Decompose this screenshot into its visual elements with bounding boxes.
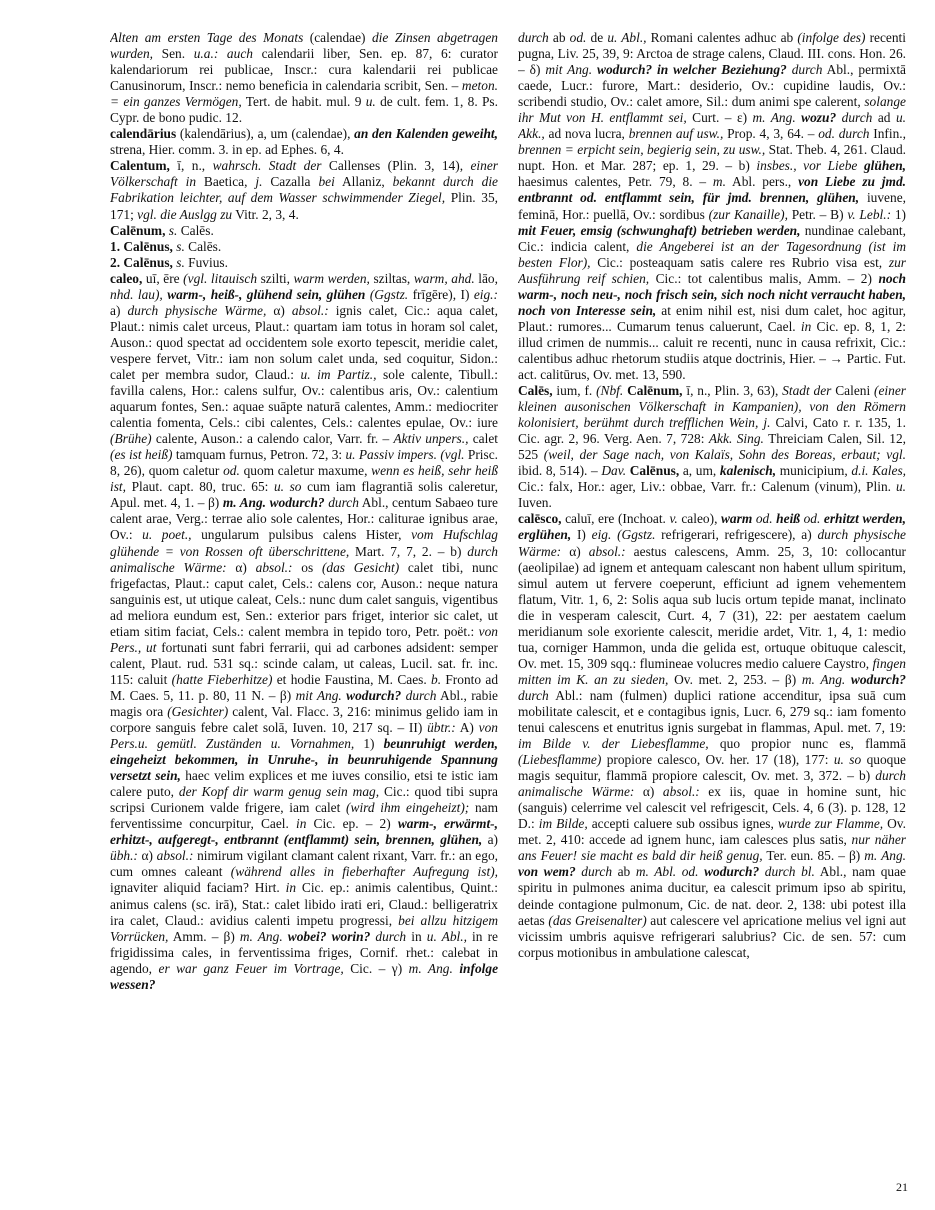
entry-calentum: Calentum, ī, n., wahrsch. Stadt der Callenses (Plin. 3, 14), einer Völkerschaft in Baetica, j. Cazalla bei Allaniz, bekannt durch die Fabrikation leichter, auf dem Wasser schwimmender Ziegel, Plin. 35, 171; vgl. die Auslgg zu Vitr. 2, 3, 4.: [110, 158, 498, 222]
right-column: [518, 30, 906, 1170]
text-block: durch ab od. de u. Abl., Romani calentes adhuc ab (infolge des) recenti pugna, Liv. 25, 39, 9: Arctoa de strage calens, Claud. III. cons. Hon. 26. – δ) mit Ang. wodurch? in welcher Beziehung? durch Abl., permixtā caede, Lucr.: furore, Mart.: desiderio, Ov.: cupidine laudis, Ov.: scribendi studio, Ov.: calet amore, Sil.: dum animi spe calerent, solange ihr Mut von H. entflammt sei, Curt. – ε) m. Ang. wozu? durch ad u. Akk., ad nova lucra, brennen auf usw., Prop. 4, 3, 64. – od. durch Infin., brennen = erpicht sein, begierig sein, zu usw., Stat. Theb. 4, 261. Claud. nupt. Hon. et Mar. 287; ep. 1, 29. – b) insbes., vor Liebe glühen, haesimus calentes, Petr. 79, 8. – m. Abl. pers., von Liebe zu jmd. entbrannt od. entflammt sein, für jmd. brennen, glühen, iuvene, feminā, Hor.: puellā, Ov.: sordibus (zur Kanaille), Petr. – B) v. Lebl.: 1) mit Feuer, emsig (schwunghaft) betrieben werden, nundinae calebant, Cic.: indicia calent, die Angeberei ist an der Tagesordnung (ist im besten Flor), Cic.: posteaquam satis calere res Rubrio visa est, zur Ausführung reif schien, Cic.: tot calentibus malis, Amm. – 2) noch warm-, noch neu-, noch frisch sein, sich noch nicht verraucht haben, noch von Interesse sein, at enim nihil est, nisi dum calet, hoc agitur, Plaut.: rumores... Cumarum tenus caluerunt, Cael. in Cic. ep. 8, 1, 2: illud crimen de nummis... caluit re recenti, nunc in causa refrixit, Cic.: calentibus adhuc rhetorum studiis atque doctrinis, Hier. – → Partic. Fut. act. calitūrus, Ov. met. 13, 590.: [518, 30, 906, 382]
text-block: Alten am ersten Tage des Monats (calendae) die Zinsen abgetragen wurden, Sen. u.a.: auch calendarii liber, Sen. ep. 87, 6: curator kalendariorum rei publicae, Inscr.: cura kalendarii rei publicae Canusinorum, Inscr.: nemo beneficia in calendaria scribit, Sen. – meton. = ein ganzes Vermögen, Tert. de habit. mul. 9 u. de cult. fem. 1, 8. Ps. Cypr. de bono pudic. 12.: [110, 30, 498, 126]
entry-cales: Calēs, ium, f. (Nbf. Calēnum, ī, n., Plin. 3, 63), Stadt der Caleni (einer kleinen ausonischen Völkerschaft in Kampanien), von den Römern kolonisiert, berühmt durch trefflichen Wein, j. Calvi, Cato r. r. 135, 1. Cic. agr. 2, 96. Verg. Aen. 7, 728: Akk. Sing. Threiciam Calen, Sil. 12, 525 (weil, der Sage nach, von Kalaïs, Sohn des Boreas, erbaut; vgl. ibid. 8, 514). – Dav. Calēnus, a, um, kalenisch, municipium, d.i. Kales, Cic.: falx, Hor.: ager, Liv.: obbae, Varr. fr.: Calenum (vinum), Plin. u. Iuven.: [518, 383, 906, 511]
page-number: 21: [896, 1180, 908, 1194]
entry-calenus-1: 1. Calēnus, s. Calēs.: [110, 238, 222, 254]
entry-calenus-2: 2. Calēnus, s. Fuvius.: [110, 254, 228, 270]
entry-caleo: caleo, uī, ēre (vgl. litauisch szilti, warm werden, sziltas, warm, ahd. lāo, nhd. lau), warm-, heiß-, glühend sein, glühen (Ggstz. frīgēre), I) eig.: a) durch physische Wärme, α) absol.: ignis calet, Cic.: aqua calet, Plaut.: nimis calet urceus, Plaut.: quartam iam totus in horam sol calet, Auson.: quod spectat ad occidentem sole exorto tepescit, meridie calet, vespere fervet, Vitr.: iam non solum calet unda, sed coquitur, Sidon.: calet per membra sudor, Claud.: u. im Partiz., sole calente, Tibull.: favilla calens, Hor.: calens sulfur, Ov.: calentibus aris, Ov.: calentium aquarum fontes, Sen.: aquae suāpte naturā calentes, Amm.: mediocriter calentia fomenta, Cels.: cibi calentes, Cels.: calentes epulae, Ov.: iure (Brühe) calente, Auson.: a calendo calor, Varr. fr. – Aktiv unpers., calet (es ist heiß) tamquam furnus, Petron. 72, 3: u. Passiv impers. (vgl. Prisc. 8, 26), quom caletur od. quom caletur maxume, wenn es heiß, sehr heiß ist, Plaut. capt. 80, truc. 65: u. so cum iam flagrantiā solis caleretur, Apul. met. 4, 1. – β) m. Ang. wodurch? durch Abl., centum Sabaeo ture calent arae, Verg.: terrae alio sole calentes, Hor.: caliturae ignibus arae, Ov.: u. poet., ungularum pulsibus calens Hister, vom Hufschlag glühende = von Rossen oft überschrittene, Mart. 7, 7, 2. – b) durch animalische Wärme: α) absol.: os (das Gesicht) calet tibi, nunc frigefactas, Plaut.: caput calet, Cels.: calens cor, Auson.: neque natura sanguinis est, ut utique caleat, Cels.: nunc dum calet sanguis, vigentibus ad meliora eundum est, Sen.: exterior pars friget, interior sic calet, ut etiam sitim faciat, Cels.: calent membra in tepido toro, Petr. poët.: von Pers., ut fortunati sunt fabri ferrarii, qui ad carbones adsident: semper calent, Plaut. rud. 531 sq.: scinde calam, ut caleas, Lucil. sat. fr. inc. 115: caluit (hatte Fieberhitze) et hodie Faustina, M. Caes. b. Fronto ad M. Caes. 5, 11. p. 80, 11 N. – β) mit Ang. wodurch? durch Abl., rabie magis ora (Gesichter) calent, Val. Flacc. 3, 216: minimus gelido iam in corpore sanguis febre calet solā, Iuven. 10, 217 sq. – II) übtr.: A) von Pers.u. gemütl. Zuständen u. Vornahmen, 1) beunruhigt werden, eingeheizt bekommen, in Unruhe-, in beunruhigende Spannung versetzt sein, haec velim explices et me iuves consilio, etsi te istic iam calere puto, der Kopf dir warm genug sein mag, Cic.: quod tibi supra scripsi Curionem valde frigere, iam calet (wird ihm eingeheizt); nam ferventissime concurpitur, Cael. in Cic. ep. – 2) warm-, erwärmt-, erhitzt-, aufgeregt-, entbrannt (entflammt) sein, brennen, glühen, a) übh.: α) absol.: nimirum vigilant clamant calent rixant, Varr. fr.: an ego, cum omnes caleant (während alles in fieberhafter Aufregung ist), ignaviter aliquid faciam? Hirt. in Cic. ep.: animis calentibus, Quint.: animus calens (sc. irā), Stat.: calet libido irati eri, Claud.: belligeratrix ira calet, Claud.: avidius calenti impetu progressi, bei allzu hitzigem Vorrücken, Amm. – β) m. Ang. wobei? worin? durch in u. Abl., in re frigidissima cales, in ferventissima friges, Cornif. rhet.: calebat in agendo, er war ganz Feuer im Vortrage, Cic. – γ) m. Ang. infolge wessen?: [110, 270, 498, 992]
entry-calenum: Calēnum, s. Calēs.: [110, 222, 214, 238]
left-column: [110, 30, 498, 1170]
entry-calesco: calēsco, caluī, ere (Inchoat. v. caleo), warm od. heiß od. erhitzt werden, erglühen, I) eig. (Ggstz. refrigerari, refrigescere), a) durch physische Wärme: α) absol.: aestus calescens, Amm. 25, 3, 10: collocantur (aeolipilae) ad ignem et antequam calescant non habent ullum spiritum, simul autem ut fervere coeperunt, efficiunt ad ignem vehementem flatum, Vitr. 1, 6, 2: Solis aqua sub lucis ortum tepide manat, inclinato die in vesperam calescit, Curt. 4, 7 (31), 22: per aestatem caelum meridianum sole exoriente calescit, meridie ardet, Vitr. 1, 4, 1: medio tua, corniger Hammon, unda die gelida est, ortuque obituque calescit, Ov. met. 15, 309 sqq.: flumineae volucres medio caluere Caystro, fingen mitten im K. an zu sieden, Ov. met. 2, 253. – β) m. Ang. wodurch? durch Abl.: nam (fulmen) duplici ratione accenditur, ipsa suā cum mobilitate calescit, et e contagibus ignis, Lucr. 6, 279 sq.: iam fomento tenui calescens et enutritus ignis surgebat in flammas, Apul. met. 7, 19: im Bilde v. der Liebesflamme, quo propior nunc es, flammā (Liebesflamme) propiore calesco, Ov. her. 17 (18), 177: u. so quoque magis sequitur, flammā propiore calescit, Ov. met. 3, 372. – b) durch animalische Wärme: α) absol.: ex iis, quae in homine sunt, hic (sanguis) celerrime vel calescit vel refrigescit, Cels. 4, 6 (3). p. 128, 12 D.: im Bilde, accepti caluere sub ossibus ignes, wurde zur Flamme, Ov. met. 2, 410: accede ad ignem hunc, iam calesces plus satis, nur näher ans Feuer! sie macht es bald dir heiß genug, Ter. eun. 85. – β) m. Ang. von wem? durch ab m. Abl. od. wodurch? durch bl. Abl., nam quae spiritu in pulmones anima ducitur, ea calescit primum ipso ab spiritu, deinde contagione pulmonum, Cic. de nat. deor. 2, 138: ubi potest illa aetas (das Greisenalter) aut calescere vel apricatione melius vel igni aut vicissim umbris aquisve refrigerari salubrius? Cic. de sen. 57: cum corpus motionibus in ambulatione calescat,: [518, 511, 906, 960]
entry-calendarius: calendārius (kalendārius), a, um (calendae), an den Kalenden geweiht, strena, Hier. comm. 3. in ep. ad Ephes. 6, 4.: [110, 126, 498, 158]
